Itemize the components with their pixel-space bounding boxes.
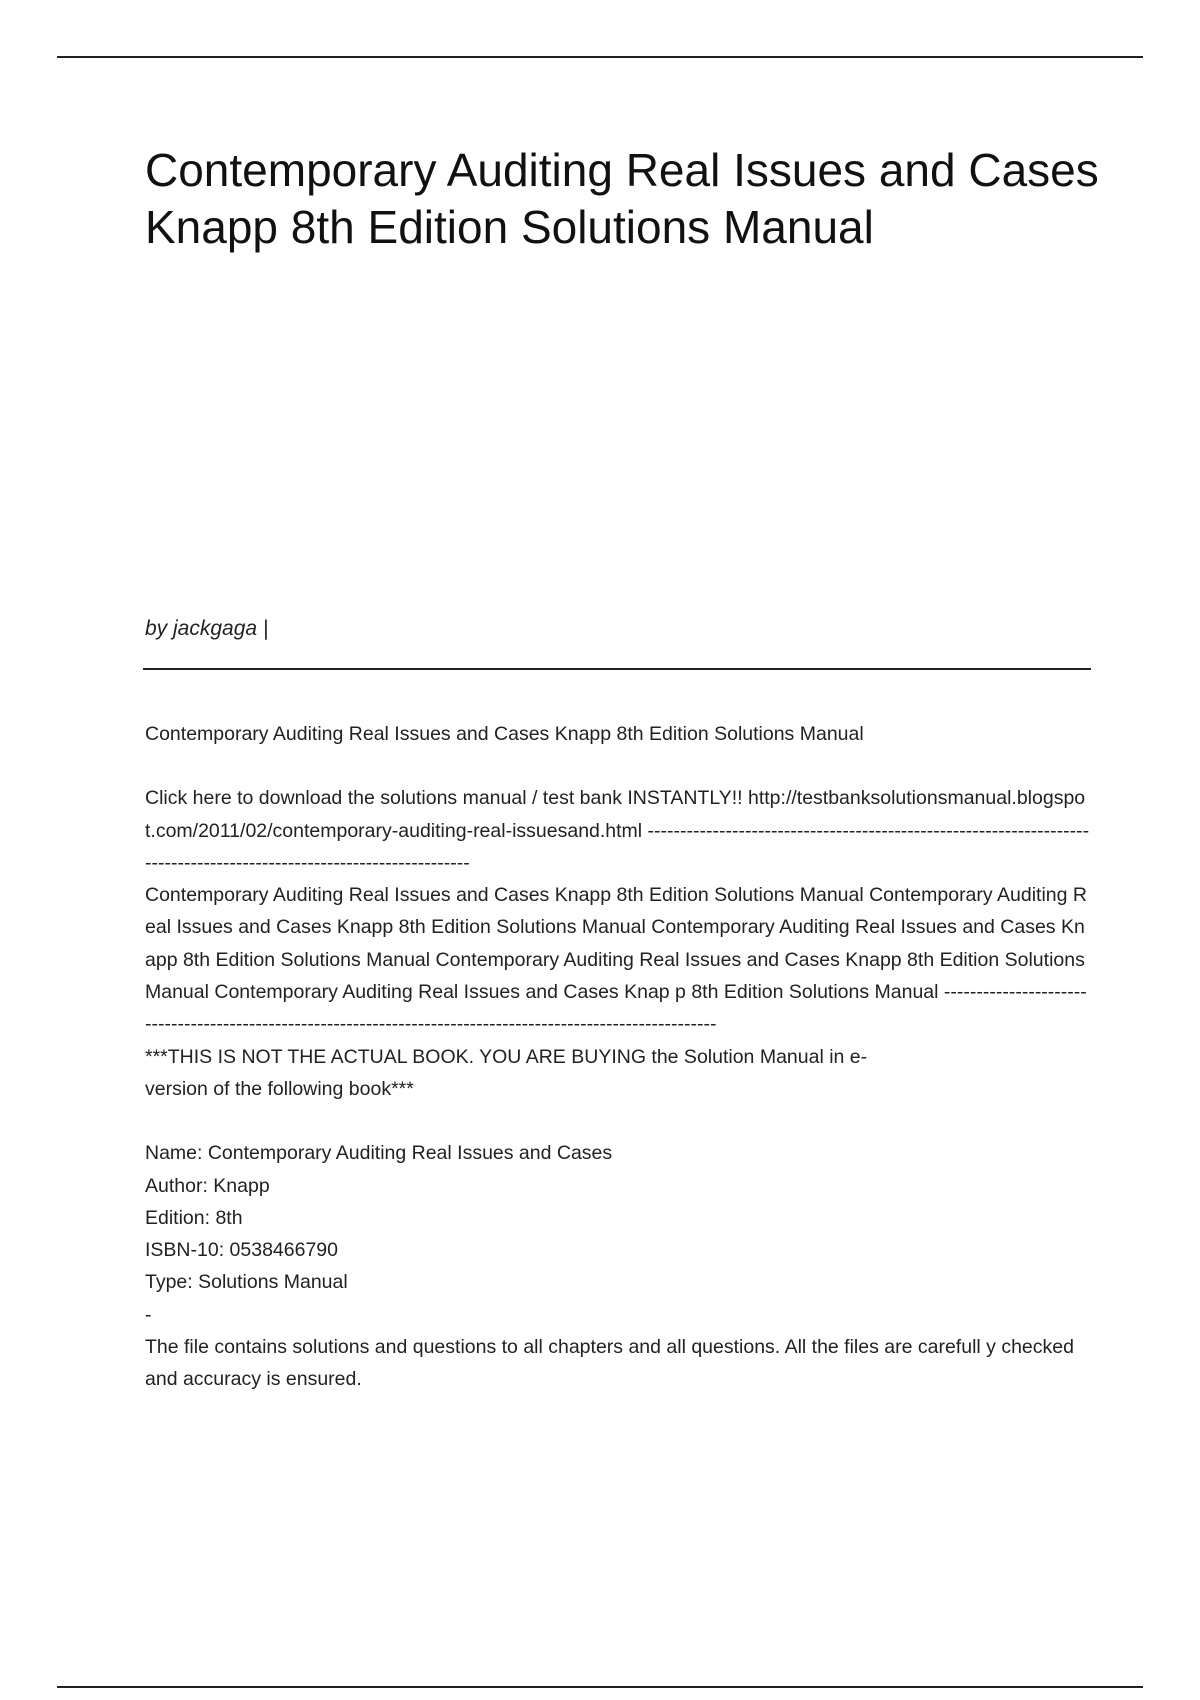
download-link[interactable]: http://testbanksolutionsmanual.blogspot.com/2011/02/contemporary-auditing-real-issuesand.html xyxy=(145,787,1086,842)
bottom-divider xyxy=(57,1686,1143,1688)
author-byline: by jackgaga | xyxy=(145,617,269,640)
detail-edition: Edition: 8th xyxy=(145,1206,243,1229)
separator-dashes: -------------------------------------------------------------------------------------------------------------- xyxy=(145,981,1087,1036)
repeated-titles: Contemporary Auditing Real Issues and Cases Knapp 8th Edition Solutions Manual Contemporary Auditing Real Issues and Cases Knapp 8th Edition Solutions Manual Contemporary Auditing Real Issues and Cases Knapp 8th Edition Solutions Manual Contemporary Auditing Real Issues and Cases Knapp 8th Edition Solutions Manual Contemporary Auditing Real Issues and Cases Knap p 8th Edition Solutions Manual xyxy=(145,884,1087,1004)
notice-line: version of the following book*** xyxy=(145,1077,414,1100)
download-paragraph xyxy=(145,782,1090,879)
body-heading: Contemporary Auditing Real Issues and Cases Knapp 8th Edition Solutions Manual xyxy=(145,723,864,745)
detail-type: Type: Solutions Manual xyxy=(145,1271,348,1294)
detail-author: Author: Knapp xyxy=(145,1174,270,1197)
dash-line: - xyxy=(145,1303,152,1326)
document-body xyxy=(145,718,1090,1396)
spacer xyxy=(145,1105,1090,1137)
detail-isbn: ISBN-10: 0538466790 xyxy=(145,1239,338,1262)
page-title: Contemporary Auditing Real Issues and Cases Knapp 8th Edition Solutions Manual xyxy=(145,144,1099,253)
top-divider xyxy=(57,56,1143,58)
download-text: Click here to download the solutions manual / test bank INSTANTLY!! xyxy=(145,787,748,810)
separator-dashes: ---------------------------------------------------------------------------------------------------------------------- xyxy=(145,819,1090,874)
closing-paragraph: The file contains solutions and questions to all chapters and all questions. All the files are carefull y checked and accuracy is ensured. xyxy=(145,1336,1074,1391)
repeated-titles-paragraph xyxy=(145,879,1090,1040)
notice-line: ***THIS IS NOT THE ACTUAL BOOK. YOU ARE BUYING the Solution Manual in e- xyxy=(145,1045,868,1068)
spacer xyxy=(145,750,1090,782)
detail-name: Name: Contemporary Auditing Real Issues and Cases xyxy=(145,1142,613,1165)
byline-divider xyxy=(143,668,1091,670)
